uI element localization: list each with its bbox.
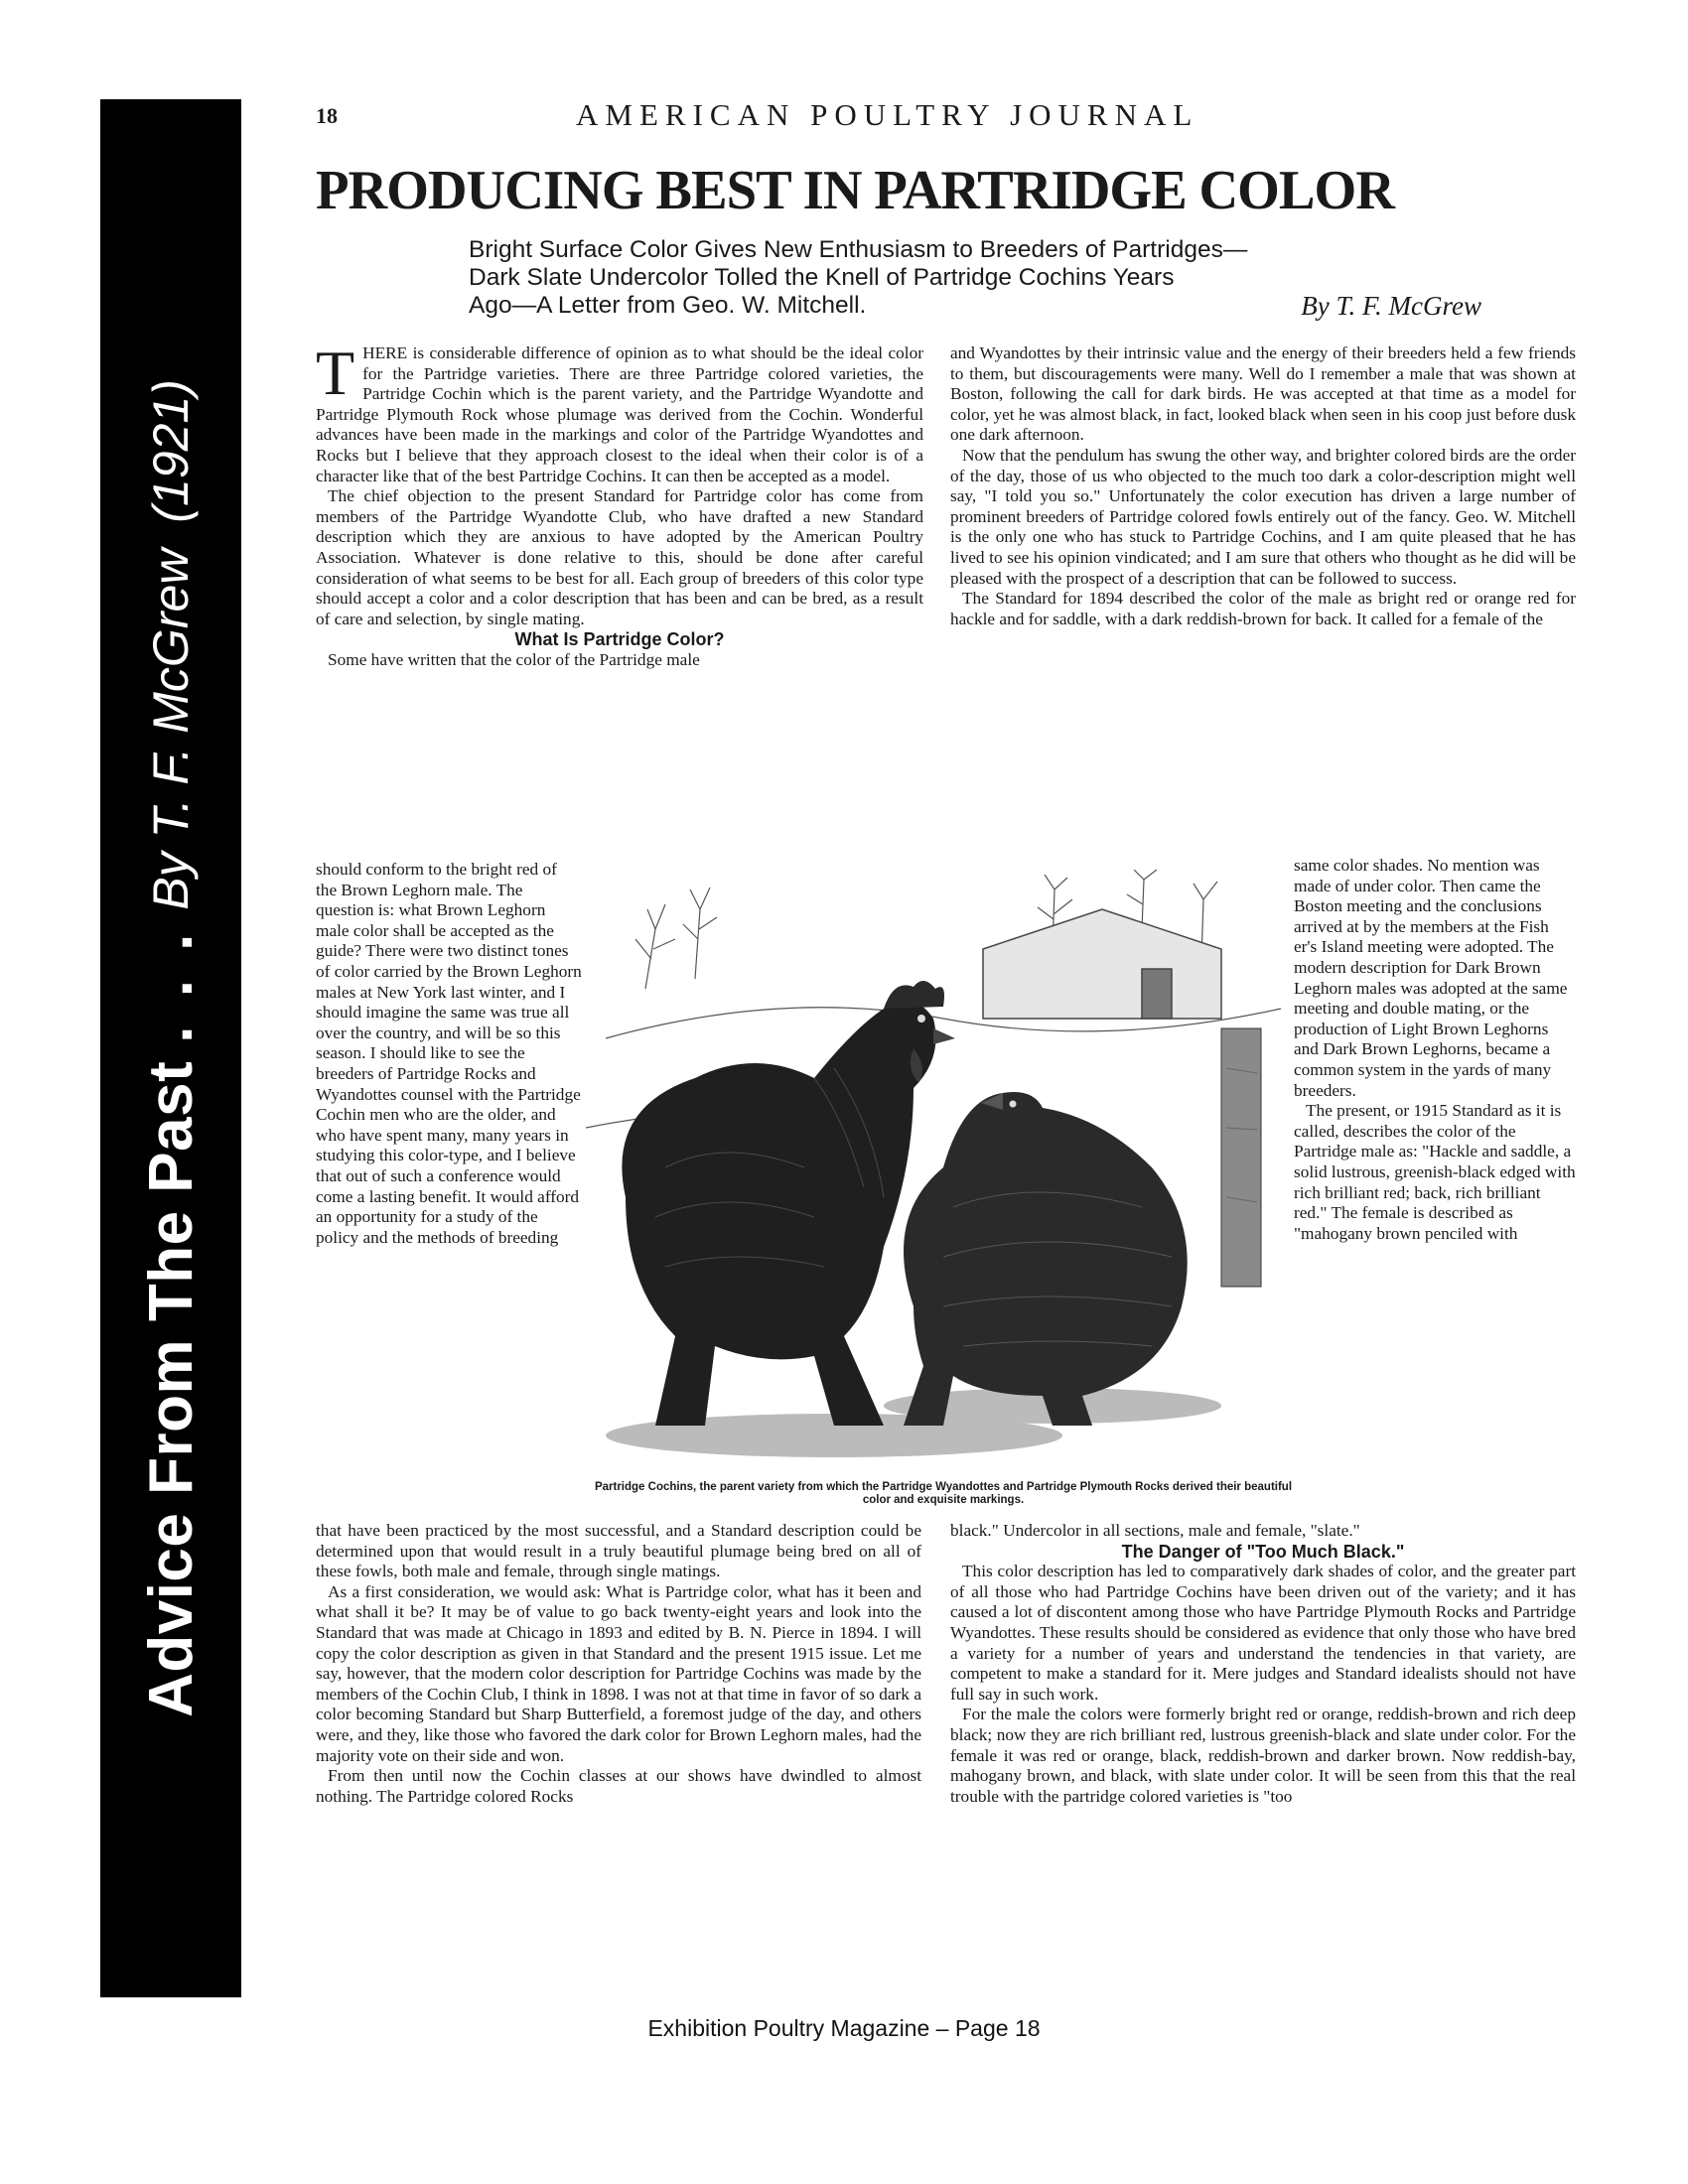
series-author: By T. F. McGrew: [143, 548, 199, 910]
paragraph: As a first consideration, we would ask: What is Partridge color, what has it been and what shall it be? It may be of value to go back twenty-eight years and look into the Standard that was made at Chicago in 1893 and edited by B. N. Pierce in 1894. I will copy the color description as given in that Standard and the present 1915 issue. Let me say, however, that the modern color description for Partridge Cochins was made by the members of the Cochin Club, I think in 1898. I was not at that time in favor of so dark a color becoming Standard but Sharp Butterfield, a foremost judge of the day, and others were, and they, like those who favored the dark color for Brown Leghorn males, had the majority vote on their side and won.: [316, 1581, 921, 1765]
left-column-top: [316, 338, 923, 671]
right-wrap-column: [1294, 856, 1576, 1244]
paragraph: The present, or 1915 Standard as it is called, describes the color of the Partridge male as: "Hackle and saddle, a solid lustrous, greenish-black edged with rich brilliant red; back, rich brilliant red." The female is described as "mahogany brown penciled with: [1294, 1101, 1576, 1243]
paragraph: black." Undercolor in all sections, male and female, "slate.": [950, 1521, 1360, 1540]
paragraph: should conform to the bright red of the Brown Leghorn male. The question is: what Brown Leghorn male color shall be accepted as the guide? There were two distinct tones of color carried by the Brown Leghorn males at New York last winter, and I should imagine the same was true all over the country, and will be so this season. I should like to see the breeders of Partridge Rocks and Wyandottes counsel with the Partridge Cochin men who are the older, and who have spent many, many years in studying this color-type, and I believe that out of such a conference would come a lasting benefit. It would afford an opportunity for a study of the policy and the methods of breeding: [316, 860, 582, 1247]
side-banner: [100, 99, 241, 1997]
journal-title: AMERICAN POULTRY JOURNAL: [576, 97, 1199, 132]
series-separator: . . .: [136, 927, 206, 1043]
paragraph: same color shades. No mention was made of under color. Then came the Boston meeting and the conclusions arrived at by the members at the Fish er's Island meeting were adopted. The modern description for Dark Brown Leghorn males was adopted at the same meeting and double mating, or the production of Light Brown Leghorns and Dark Brown Leghorns, became a common system in the yards of many breeders.: [1294, 856, 1568, 1100]
left-column-bottom: [316, 1521, 921, 1807]
paragraph: Some have written that the color of the Partridge male: [328, 649, 700, 669]
partridge-cochins-illustration: [586, 870, 1287, 1475]
left-wrap-column: [316, 860, 582, 1248]
right-column-top: [950, 343, 1576, 629]
paragraph: This color description has led to comparatively dark shades of color, and the greater part of all those who had Partridge Cochins have been driven out of the variety; and it has caused a lot of discontent among those who have Partridge Plymouth Rocks and Partridge Wyandottes. These results should be considered as evidence that only those who have bred a variety for a number of years and understand the tendencies in that variety, are competent to make a standard for it. Mere judges and Standard idealists should not have full say in such work.: [950, 1562, 1576, 1704]
right-column-bottom: [950, 1521, 1576, 1807]
paragraph: From then until now the Cochin classes at our shows have dwindled to almost nothing. The Partridge colored Rocks: [316, 1766, 921, 1806]
subtitle-line: Ago—A Letter from Geo. W. Mitchell.: [469, 292, 867, 319]
subhead-what-is-partridge-color: What Is Partridge Color?: [514, 629, 725, 650]
subtitle-last-row: [469, 292, 1481, 320]
series-title: Advice From The Past: [136, 1060, 206, 1717]
page-number: 18: [316, 103, 338, 128]
paragraph-text: HERE is considerable difference of opinion as to what should be the ideal color for the Partridge varieties. There are three Partridge colored varieties, the Partridge Cochin which is the parent variety, and the Partridge Wyandotte and Partridge Plymouth Rock whose plumage was derived from the Cochin. Wonderful advances have been made in the markings and color of the Partridge Wyandottes and Rocks but I believe that they approach closest to the ideal when their color is of a character like that of the best Partridge Cochins. It can then be accepted as a model.: [316, 343, 923, 485]
drop-cap: T: [316, 338, 355, 408]
side-banner-text: [100, 99, 241, 1997]
paragraph: that have been practiced by the most successful, and a Standard description could be determined upon that would result in a truly beautiful plumage being bred on all of these fowls, both male and female, through single matings.: [316, 1521, 921, 1581]
page-footer: Exhibition Poultry Magazine – Page 18: [647, 2015, 1041, 2041]
paragraph: The Standard for 1894 described the color of the male as bright red or orange red for hackle and for saddle, with a dark reddish-brown for back. It called for a female of the: [950, 589, 1576, 628]
byline: By T. F. McGrew: [1301, 291, 1481, 321]
illustration-caption: Partridge Cochins, the parent variety from which the Partridge Wyandottes and Partridge Plymouth Rocks derived their beautiful color and exquisite markings.: [594, 1481, 1293, 1506]
paragraph: and Wyandottes by their intrinsic value and the energy of their breeders held a few friends to them, but discouragements were many. Well do I remember a male that was shown at Boston, following the call for dark birds. He was accepted at that time as a model for color, yet he was almost black, in fact, looked black when seen in his coop just before dusk one dark afternoon.: [950, 343, 1576, 445]
paragraph: For the male the colors were formerly bright red or orange, reddish-brown and rich deep black; now they are rich brilliant red, lustrous greenish-black and slate under color. For the female it was red or orange, black, reddish-brown and darker brown. Now reddish-bay, mahogany brown, and black, with slate under color. It will be seen from this that the real trouble with the partridge colored varieties is "too: [950, 1705, 1576, 1806]
subhead-danger-too-much-black: The Danger of "Too Much Black.": [1121, 1541, 1405, 1562]
article-subtitle: [469, 236, 1481, 320]
paragraph: [316, 338, 923, 486]
paragraph: Now that the pendulum has swung the other way, and brighter colored birds are the order of the day, those of us who objected to the much too dark a color-description might well say, "I told you so." Unfortunately the color execution has driven a large number of prominent breeders of Partridge colored fowls entirely out of the fancy. Geo. W. Mitchell is the only one who has stuck to Partridge Cochins, and I am quite pleased that he has lived to see his opinion vindicated; and I am sure that others who thought as he did will be pleased with the prospect of a description that can be followed to success.: [950, 445, 1576, 588]
subtitle-line: Dark Slate Undercolor Tolled the Knell of Partridge Cochins Years: [469, 264, 1175, 291]
subtitle-line: Bright Surface Color Gives New Enthusiasm to Breeders of Partridges—: [469, 236, 1248, 263]
article-title: PRODUCING BEST IN PARTRIDGE COLOR: [316, 160, 1394, 221]
paragraph: The chief objection to the present Standard for Partridge color has come from members of the Partridge Wyandotte Club, who have drafted a new Standard description which they are anxious to have adopted by the American Poultry Association. Whatever is done relative to this, should be done after careful consideration of what seems to be best for all. Each group of breeders of this color type should accept a color and a color description that has been and can be bred, as a result of care and selection, by single mating.: [316, 486, 923, 628]
series-year: (1921): [143, 379, 199, 523]
